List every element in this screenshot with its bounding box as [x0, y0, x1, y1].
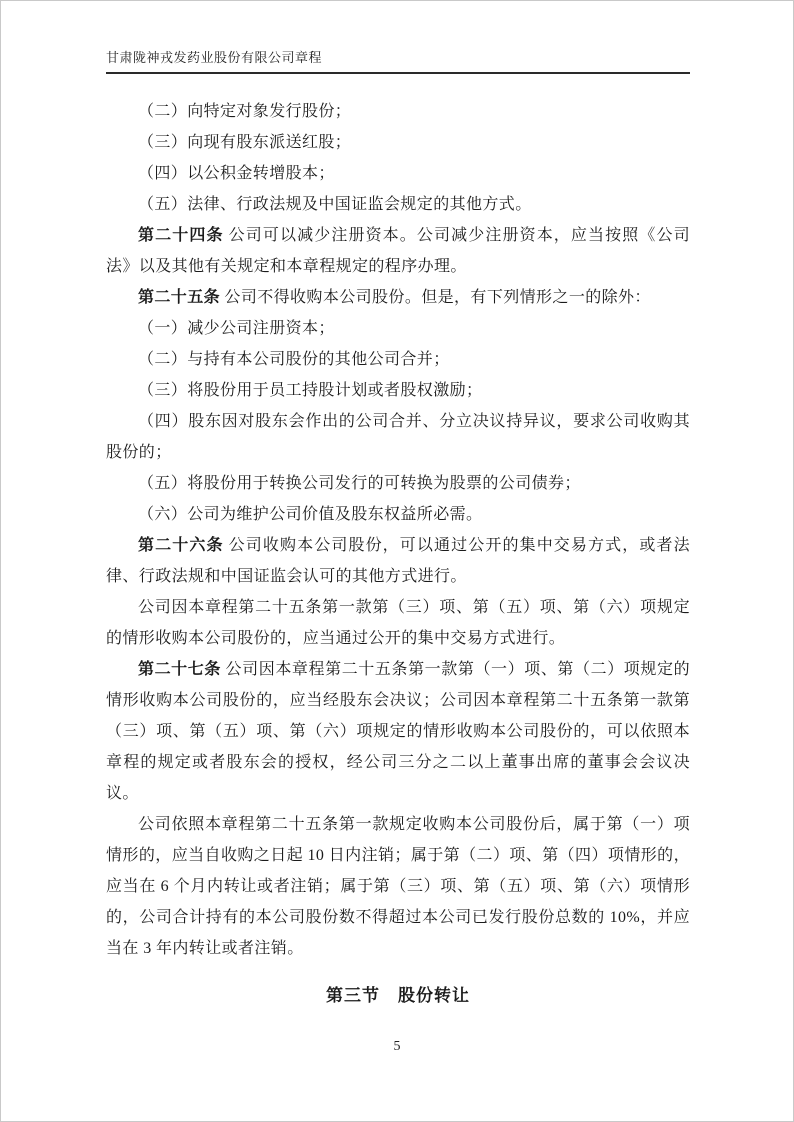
paragraph	[106, 158, 690, 189]
page-header	[106, 1, 690, 74]
header-divider	[106, 72, 690, 74]
document-body	[106, 96, 690, 1011]
paragraph-text: 公司可以减少注册资本。公司减少注册资本，应当按照《公司法》以及其他有关规定和本章程规定的程序办理。	[106, 227, 690, 275]
article-number: 第二十五条	[138, 289, 221, 306]
paragraph-text: 公司因本章程第二十五条第一款第（一）项、第（二）项规定的情形收购本公司股份的，应当经股东会决议；公司因本章程第二十五条第一款第（三）项、第（五）项、第（六）项规定的情形收购本公司股份的，可以依照本章程的规定或者股东会的授权，经公司三分之二以上董事出席的董事会会议决议。	[106, 661, 690, 802]
paragraph	[106, 406, 690, 468]
paragraph-text: （四）股东因对股东会作出的公司合并、分立决议持异议，要求公司收购其股份的；	[106, 413, 690, 461]
paragraph	[106, 654, 690, 809]
paragraph	[106, 96, 690, 127]
paragraph-text: （五）法律、行政法规及中国证监会规定的其他方式。	[138, 196, 532, 213]
paragraph-text: （二）与持有本公司股份的其他公司合并；	[138, 351, 450, 368]
paragraph	[106, 592, 690, 654]
paragraph	[106, 220, 690, 282]
paragraph	[106, 499, 690, 530]
page-number: 5	[393, 1039, 401, 1054]
article-number: 第二十四条	[138, 227, 224, 244]
paragraph-text: 公司因本章程第二十五条第一款第（三）项、第（五）项、第（六）项规定的情形收购本公司股份的，应当通过公开的集中交易方式进行。	[106, 599, 690, 647]
paragraph-text: （二）向特定对象发行股份；	[138, 103, 352, 120]
paragraph	[106, 313, 690, 344]
header-title: 甘肃陇神戎发药业股份有限公司章程	[106, 50, 323, 65]
paragraph-text: （三）将股份用于员工持股计划或者股权激励；	[138, 382, 483, 399]
paragraph	[106, 127, 690, 158]
paragraph-text: （五）将股份用于转换公司发行的可转换为股票的公司债券；	[138, 475, 581, 492]
paragraph	[106, 375, 690, 406]
page-footer	[1, 1039, 793, 1055]
paragraph-text: （四）以公积金转增股本；	[138, 165, 335, 182]
paragraph-text: 公司收购本公司股份，可以通过公开的集中交易方式，或者法律、行政法规和中国证监会认可的其他方式进行。	[106, 537, 690, 585]
paragraph	[106, 344, 690, 375]
paragraph-text: （六）公司为维护公司价值及股东权益所必需。	[138, 506, 483, 523]
paragraph	[106, 809, 690, 964]
article-number: 第二十六条	[138, 537, 224, 554]
paragraph	[106, 189, 690, 220]
paragraph	[106, 468, 690, 499]
article-number: 第二十七条	[138, 661, 221, 678]
paragraph-text: 公司依照本章程第二十五条第一款规定收购本公司股份后，属于第（一）项情形的，应当自收购之日起 10 日内注销；属于第（二）项、第（四）项情形的，应当在 6 个月内转让或者注销；属于第（三）项、第（五）项、第（六）项情形的，公司合计持有的本公司股份数不得超过本公司已发行股份总数的 10%，并应当在 3 年内转让或者注销。	[106, 816, 690, 957]
paragraph-text: 公司不得收购本公司股份。但是，有下列情形之一的除外：	[220, 289, 651, 306]
paragraph-text: （三）向现有股东派送红股；	[138, 134, 352, 151]
section-heading: 第三节 股份转让	[326, 986, 470, 1005]
paragraph	[106, 282, 690, 313]
paragraph	[106, 530, 690, 592]
paragraph-text: （一）减少公司注册资本；	[138, 320, 335, 337]
